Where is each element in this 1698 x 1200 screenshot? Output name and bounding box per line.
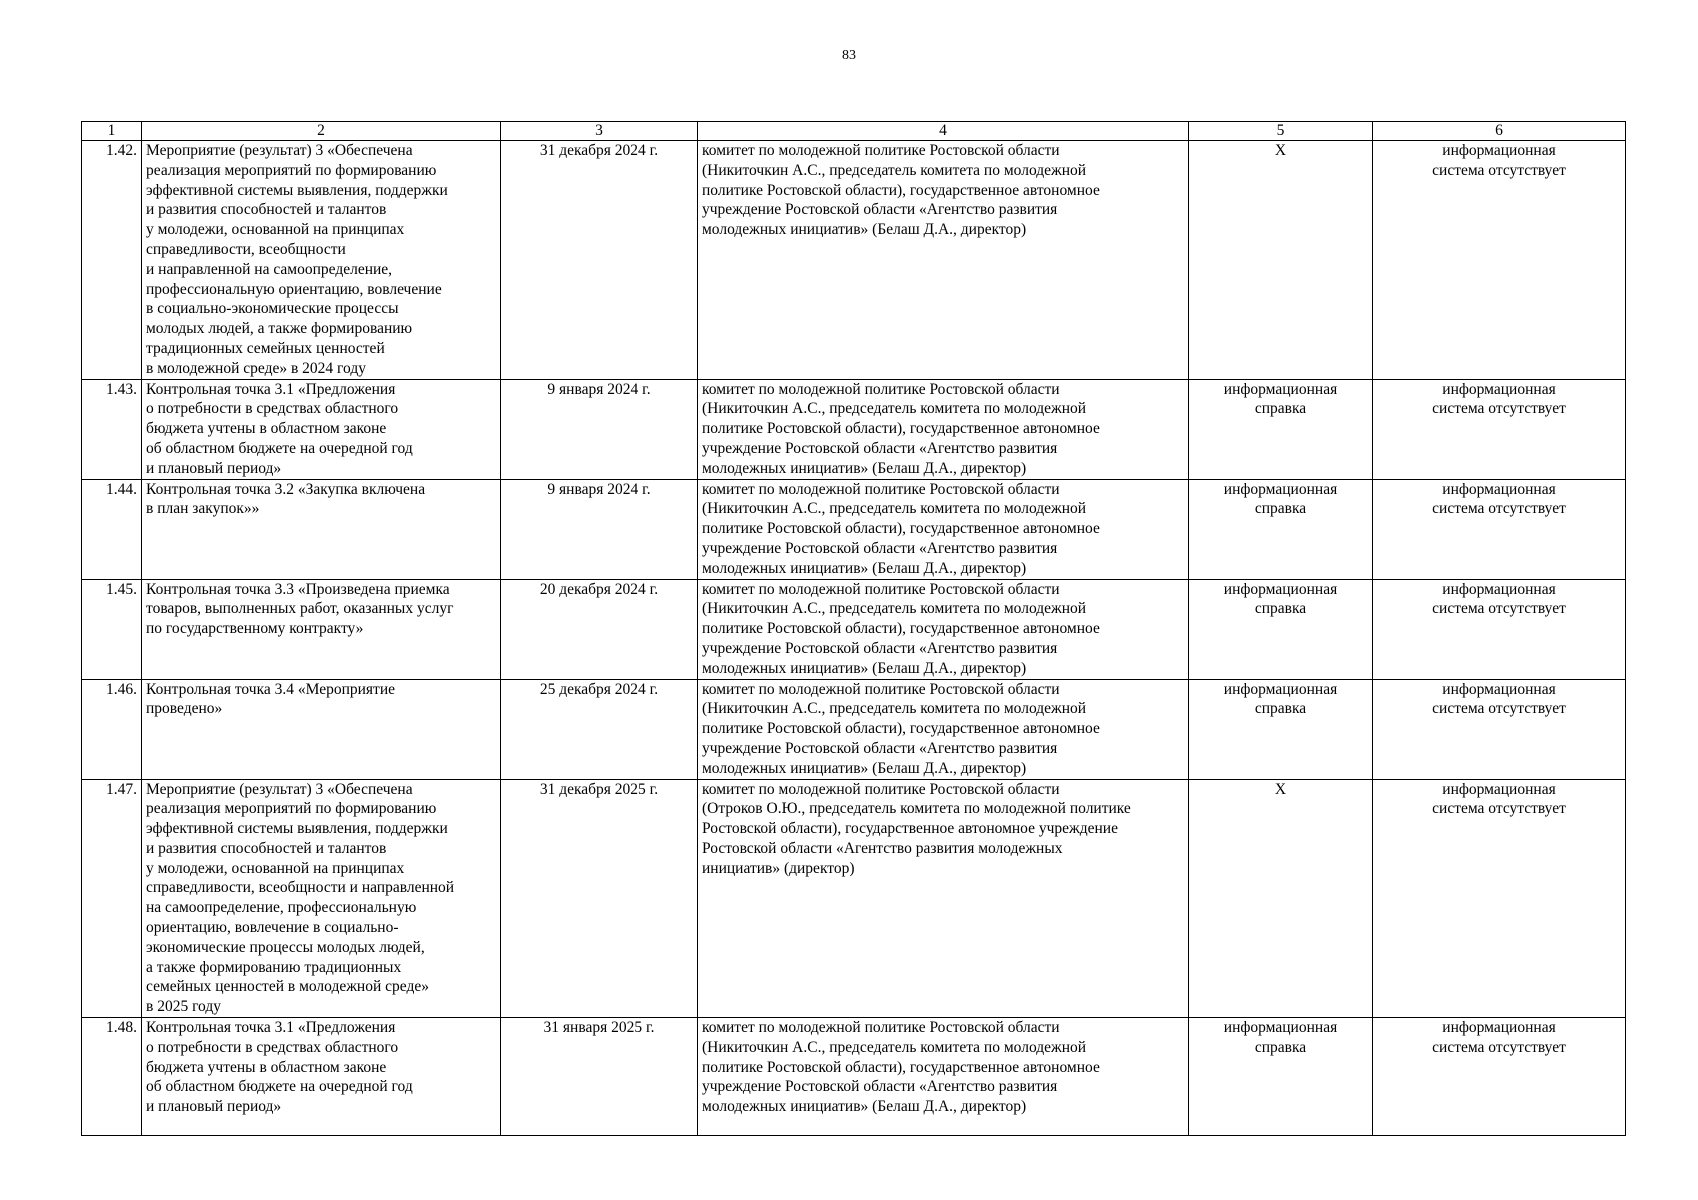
row-number-cell: 1.42.	[82, 141, 142, 380]
row-number-cell: 1.44.	[82, 479, 142, 579]
event-name-cell: Контрольная точка 3.4 «Мероприятие проведено»	[142, 679, 501, 779]
row-number-cell: 1.45.	[82, 579, 142, 679]
page-number: 83	[842, 48, 856, 63]
responsible-executor-cell: комитет по молодежной политике Ростовской области (Никиточкин А.С., председатель комитета по молодежной политике Ростовской области), государственное автономное учреждение Ростовской области «Агентство развития молодежных инициатив» (Белаш Д.А., директор)	[698, 679, 1189, 779]
header-cell-3: 3	[501, 122, 698, 141]
header-cell-5: 5	[1189, 122, 1373, 141]
confirming-document-cell: Х	[1189, 779, 1373, 1018]
row-number-cell: 1.46.	[82, 679, 142, 779]
information-system-cell: информационная система отсутствует	[1373, 679, 1626, 779]
confirming-document-cell: информационная справка	[1189, 379, 1373, 479]
deadline-date-cell: 20 декабря 2024 г.	[501, 579, 698, 679]
table-row	[82, 679, 1626, 779]
event-name-cell: Контрольная точка 3.1 «Предложения о потребности в средствах областного бюджета учтены в областном законе об областном бюджете на очередной год и плановый период»	[142, 1018, 501, 1136]
table-row	[82, 379, 1626, 479]
information-system-cell: информационная система отсутствует	[1373, 779, 1626, 1018]
deadline-date-cell: 31 января 2025 г.	[501, 1018, 698, 1136]
confirming-document-cell: информационная справка	[1189, 679, 1373, 779]
confirming-document-cell: информационная справка	[1189, 1018, 1373, 1136]
table-row	[82, 479, 1626, 579]
header-cell-6: 6	[1373, 122, 1626, 141]
deadline-date-cell: 31 декабря 2025 г.	[501, 779, 698, 1018]
responsible-executor-cell: комитет по молодежной политике Ростовской области (Никиточкин А.С., председатель комитета по молодежной политике Ростовской области), государственное автономное учреждение Ростовской области «Агентство развития молодежных инициатив» (Белаш Д.А., директор)	[698, 379, 1189, 479]
deadline-date-cell: 25 декабря 2024 г.	[501, 679, 698, 779]
responsible-executor-cell: комитет по молодежной политике Ростовской области (Никиточкин А.С., председатель комитета по молодежной политике Ростовской области), государственное автономное учреждение Ростовской области «Агентство развития молодежных инициатив» (Белаш Д.А., директор)	[698, 579, 1189, 679]
information-system-cell: информационная система отсутствует	[1373, 141, 1626, 380]
event-name-cell: Мероприятие (результат) 3 «Обеспечена реализация мероприятий по формированию эффективной системы выявления, поддержки и развития способностей и талантов у молодежи, основанной на принципах справедливости, всеобщности и направленной на самоопределение, профессиональную ориентацию, вовлечение в социально-экономические процессы молодых людей, а также формированию традиционных семейных ценностей в молодежной среде» в 2024 году	[142, 141, 501, 380]
responsible-executor-cell: комитет по молодежной политике Ростовской области (Отроков О.Ю., председатель комитета по молодежной политике Ростовской области), государственное автономное учреждение Ростовской области «Агентство развития молодежных инициатив» (директор)	[698, 779, 1189, 1018]
information-system-cell: информационная система отсутствует	[1373, 1018, 1626, 1136]
row-number-cell: 1.43.	[82, 379, 142, 479]
responsible-executor-cell: комитет по молодежной политике Ростовской области (Никиточкин А.С., председатель комитета по молодежной политике Ростовской области), государственное автономное учреждение Ростовской области «Агентство развития молодежных инициатив» (Белаш Д.А., директор)	[698, 1018, 1189, 1136]
table-row	[82, 579, 1626, 679]
confirming-document-cell: информационная справка	[1189, 579, 1373, 679]
event-name-cell: Мероприятие (результат) 3 «Обеспечена реализация мероприятий по формированию эффективной системы выявления, поддержки и развития способностей и талантов у молодежи, основанной на принципах справедливости, всеобщности и направленной на самоопределение, профессиональную ориентацию, вовлечение в социально- экономические процессы молодых людей, а также формированию традиционных семейных ценностей в молодежной среде» в 2025 году	[142, 779, 501, 1018]
deadline-date-cell: 9 января 2024 г.	[501, 379, 698, 479]
event-name-cell: Контрольная точка 3.2 «Закупка включена в план закупок»»	[142, 479, 501, 579]
row-number-cell: 1.47.	[82, 779, 142, 1018]
information-system-cell: информационная система отсутствует	[1373, 579, 1626, 679]
deadline-date-cell: 9 января 2024 г.	[501, 479, 698, 579]
header-cell-1: 1	[82, 122, 142, 141]
row-number-cell: 1.48.	[82, 1018, 142, 1136]
information-system-cell: информационная система отсутствует	[1373, 479, 1626, 579]
event-name-cell: Контрольная точка 3.1 «Предложения о потребности в средствах областного бюджета учтены в областном законе об областном бюджете на очередной год и плановый период»	[142, 379, 501, 479]
confirming-document-cell: Х	[1189, 141, 1373, 380]
header-cell-4: 4	[698, 122, 1189, 141]
header-cell-2: 2	[142, 122, 501, 141]
responsible-executor-cell: комитет по молодежной политике Ростовской области (Никиточкин А.С., председатель комитета по молодежной политике Ростовской области), государственное автономное учреждение Ростовской области «Агентство развития молодежных инициатив» (Белаш Д.А., директор)	[698, 479, 1189, 579]
information-system-cell: информационная система отсутствует	[1373, 379, 1626, 479]
table-row	[82, 1018, 1626, 1136]
header-row	[82, 122, 1626, 141]
confirming-document-cell: информационная справка	[1189, 479, 1373, 579]
deadline-date-cell: 31 декабря 2024 г.	[501, 141, 698, 380]
table-header	[82, 122, 1626, 141]
event-name-cell: Контрольная точка 3.3 «Произведена приемка товаров, выполненных работ, оказанных услуг по государственному контракту»	[142, 579, 501, 679]
schedule-table	[81, 121, 1626, 1136]
table-row	[82, 779, 1626, 1018]
table-row	[82, 141, 1626, 380]
table-body	[82, 141, 1626, 1136]
responsible-executor-cell: комитет по молодежной политике Ростовской области (Никиточкин А.С., председатель комитета по молодежной политике Ростовской области), государственное автономное учреждение Ростовской области «Агентство развития молодежных инициатив» (Белаш Д.А., директор)	[698, 141, 1189, 380]
